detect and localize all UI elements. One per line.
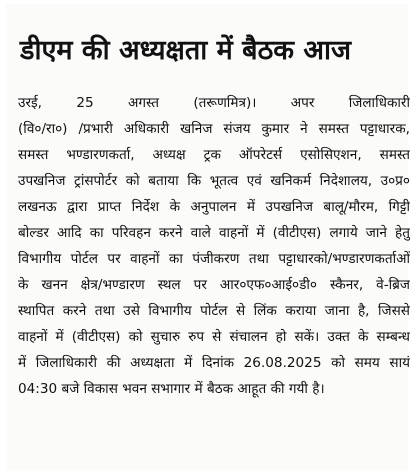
body-line: स्थापित करने तथा उसे विभागीय पोर्टल से लिंक कराया जाना है, जिससे — [18, 303, 410, 319]
body-line: (वि०/रा०) /प्रभारी अधिकारी खनिज संजय कुमार ने समस्त पट्टाधारक, — [18, 121, 410, 137]
body-line: उपखनिज ट्रांसपोर्टर को बताया कि भूतत्व एवं खनिकर्म निदेशालय, उ०प्र० — [18, 173, 410, 189]
body-line: उरई, 25 अगस्त (तरूणमित्र)। अपर जिलाधिकारी — [18, 95, 410, 111]
body-line: के खनन क्षेत्र/भण्डारण स्थल पर आर०एफ०आई०डी० स्कैनर, वे-ब्रिज — [18, 277, 410, 293]
article-body — [18, 90, 410, 402]
body-line: बोल्डर आदि का परिवहन करने वाले वाहनों में (वीटीएस) लगाये जाने हेतु — [18, 225, 410, 241]
body-line: वाहनों में (वीटीएस) को सुचारु रुप से संचालन हो सकें। उक्त के सम्बन्ध — [18, 329, 410, 345]
body-line: विभागीय पोर्टल पर वाहनों का पंजीकरण तथा पट्टाधारको/भण्डारणकर्ताओं — [18, 251, 410, 267]
body-line: समस्त भण्डारणकर्ता, अध्यक्ष ट्रक ऑपरेटर्स एसोसिएशन, समस्त — [18, 147, 410, 163]
body-line: में जिलाधिकारी की अध्यक्षता में दिनांक 26.08.2025 को समय सायं — [18, 355, 410, 371]
body-line: लखनऊ द्वारा प्राप्त निर्देश के अनुपालन में उपखनिज बालू/मौरम, गिट्टी — [18, 199, 410, 215]
headline: डीएम की अध्यक्षता में बैठक आज — [20, 35, 352, 66]
newspaper-clipping — [6, 4, 408, 470]
body-line: 04:30 बजे विकास भवन सभागार में बैठक आहूत की गयी है। — [18, 381, 325, 397]
